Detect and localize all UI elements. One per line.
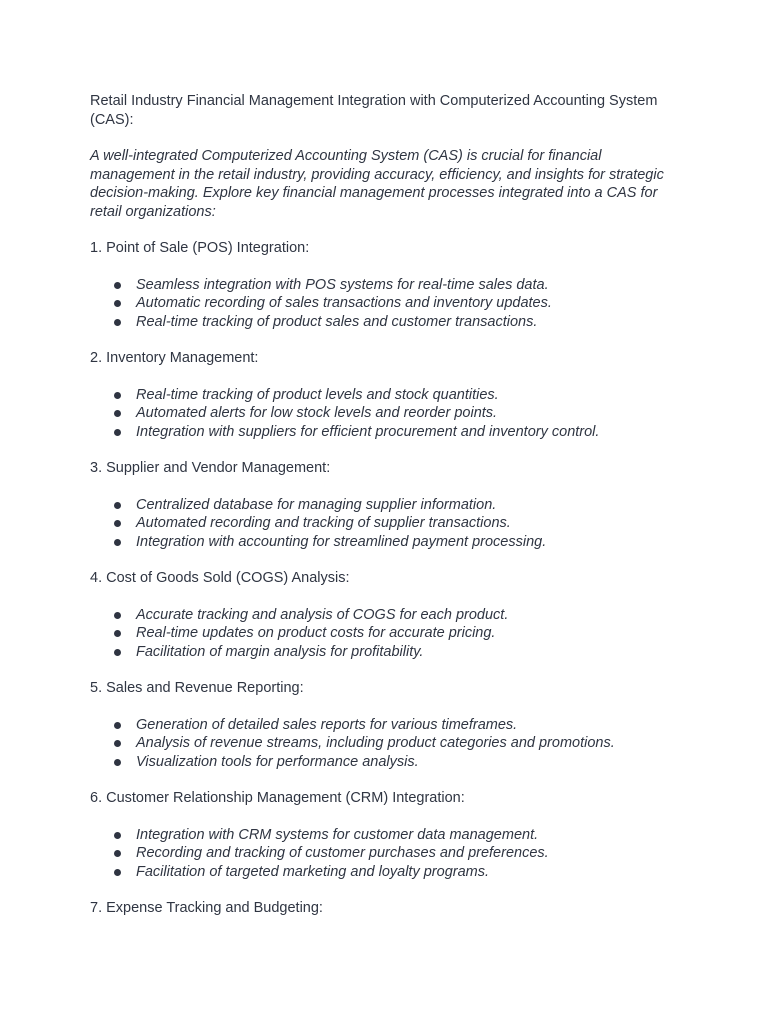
list-item [90,386,690,405]
bullet-dot-icon [114,502,121,509]
bullet-dot-icon [114,429,121,436]
list-item [90,624,690,643]
list-item-text: Integration with CRM systems for customer data management. [136,826,539,843]
list-item [90,863,690,882]
document-page [90,92,690,936]
bullet-dot-icon [114,282,121,289]
section-heading: 3. Supplier and Vendor Management: [90,460,331,476]
list-item [90,276,690,295]
list-item-text: Analysis of revenue streams, including product categories and promotions. [136,735,615,751]
list-item-text: Real-time tracking of product sales and customer transactions. [136,313,538,330]
list-item [90,533,690,552]
list-item-text: Integration with suppliers for efficient procurement and inventory control. [136,423,600,440]
list-item-text: Recording and tracking of customer purchases and preferences. [136,845,549,861]
bullet-dot-icon [114,832,121,839]
bullet-dot-icon [114,612,121,619]
list-item [90,423,690,442]
bullet-dot-icon [114,869,121,876]
list-item-text: Real-time updates on product costs for accurate pricing. [136,625,496,641]
section-heading: 1. Point of Sale (POS) Integration: [90,240,310,256]
bullet-dot-icon [114,850,121,857]
section-heading: 4. Cost of Goods Sold (COGS) Analysis: [90,570,350,586]
document-intro: A well-integrated Computerized Accounting System (CAS) is crucial for financial management in the retail industry, providing accuracy, efficiency, and insights for strategic decision-making. Explore key financial management processes integrated into a CAS for retail organizations: [90,148,664,220]
list-item [90,294,690,313]
bullet-list [90,386,690,442]
list-item-text: Automated recording and tracking of supplier transactions. [136,515,511,531]
list-item-text: Automatic recording of sales transactions and inventory updates. [136,295,552,311]
bullet-list [90,496,690,552]
bullet-dot-icon [114,722,121,729]
list-item [90,313,690,332]
list-item [90,514,690,533]
list-item [90,826,690,845]
bullet-list [90,606,690,662]
section-heading: 5. Sales and Revenue Reporting: [90,680,304,696]
bullet-list [90,716,690,772]
list-item-text: Generation of detailed sales reports for various timeframes. [136,716,518,733]
bullet-dot-icon [114,649,121,656]
section-heading: 6. Customer Relationship Management (CRM) Integration: [90,790,465,806]
section-heading: 2. Inventory Management: [90,350,259,366]
list-item [90,606,690,625]
bullet-dot-icon [114,300,121,307]
bullet-dot-icon [114,319,121,326]
list-item [90,643,690,662]
list-item-text: Accurate tracking and analysis of COGS for each product. [136,606,509,623]
bullet-dot-icon [114,539,121,546]
list-item-text: Facilitation of targeted marketing and loyalty programs. [136,863,490,880]
section-heading: 7. Expense Tracking and Budgeting: [90,900,323,916]
list-item [90,753,690,772]
document-title: Retail Industry Financial Management Integration with Computerized Accounting System (CAS): [90,93,658,128]
list-item [90,496,690,515]
list-item-text: Automated alerts for low stock levels and reorder points. [136,405,498,421]
list-item-text: Facilitation of margin analysis for profitability. [136,643,424,660]
bullet-dot-icon [114,759,121,766]
list-item-text: Visualization tools for performance analysis. [136,753,419,770]
bullet-list [90,276,690,332]
bullet-dot-icon [114,520,121,527]
list-item-text: Seamless integration with POS systems for real-time sales data. [136,276,549,293]
list-item [90,734,690,753]
bullet-dot-icon [114,410,121,417]
list-item-text: Integration with accounting for streamlined payment processing. [136,533,547,550]
list-item [90,844,690,863]
list-item [90,404,690,423]
bullet-dot-icon [114,740,121,747]
list-item-text: Real-time tracking of product levels and stock quantities. [136,386,499,403]
list-item-text: Centralized database for managing supplier information. [136,496,497,513]
sections-container [90,239,690,918]
bullet-dot-icon [114,630,121,637]
bullet-dot-icon [114,392,121,399]
bullet-list [90,826,690,882]
list-item [90,716,690,735]
